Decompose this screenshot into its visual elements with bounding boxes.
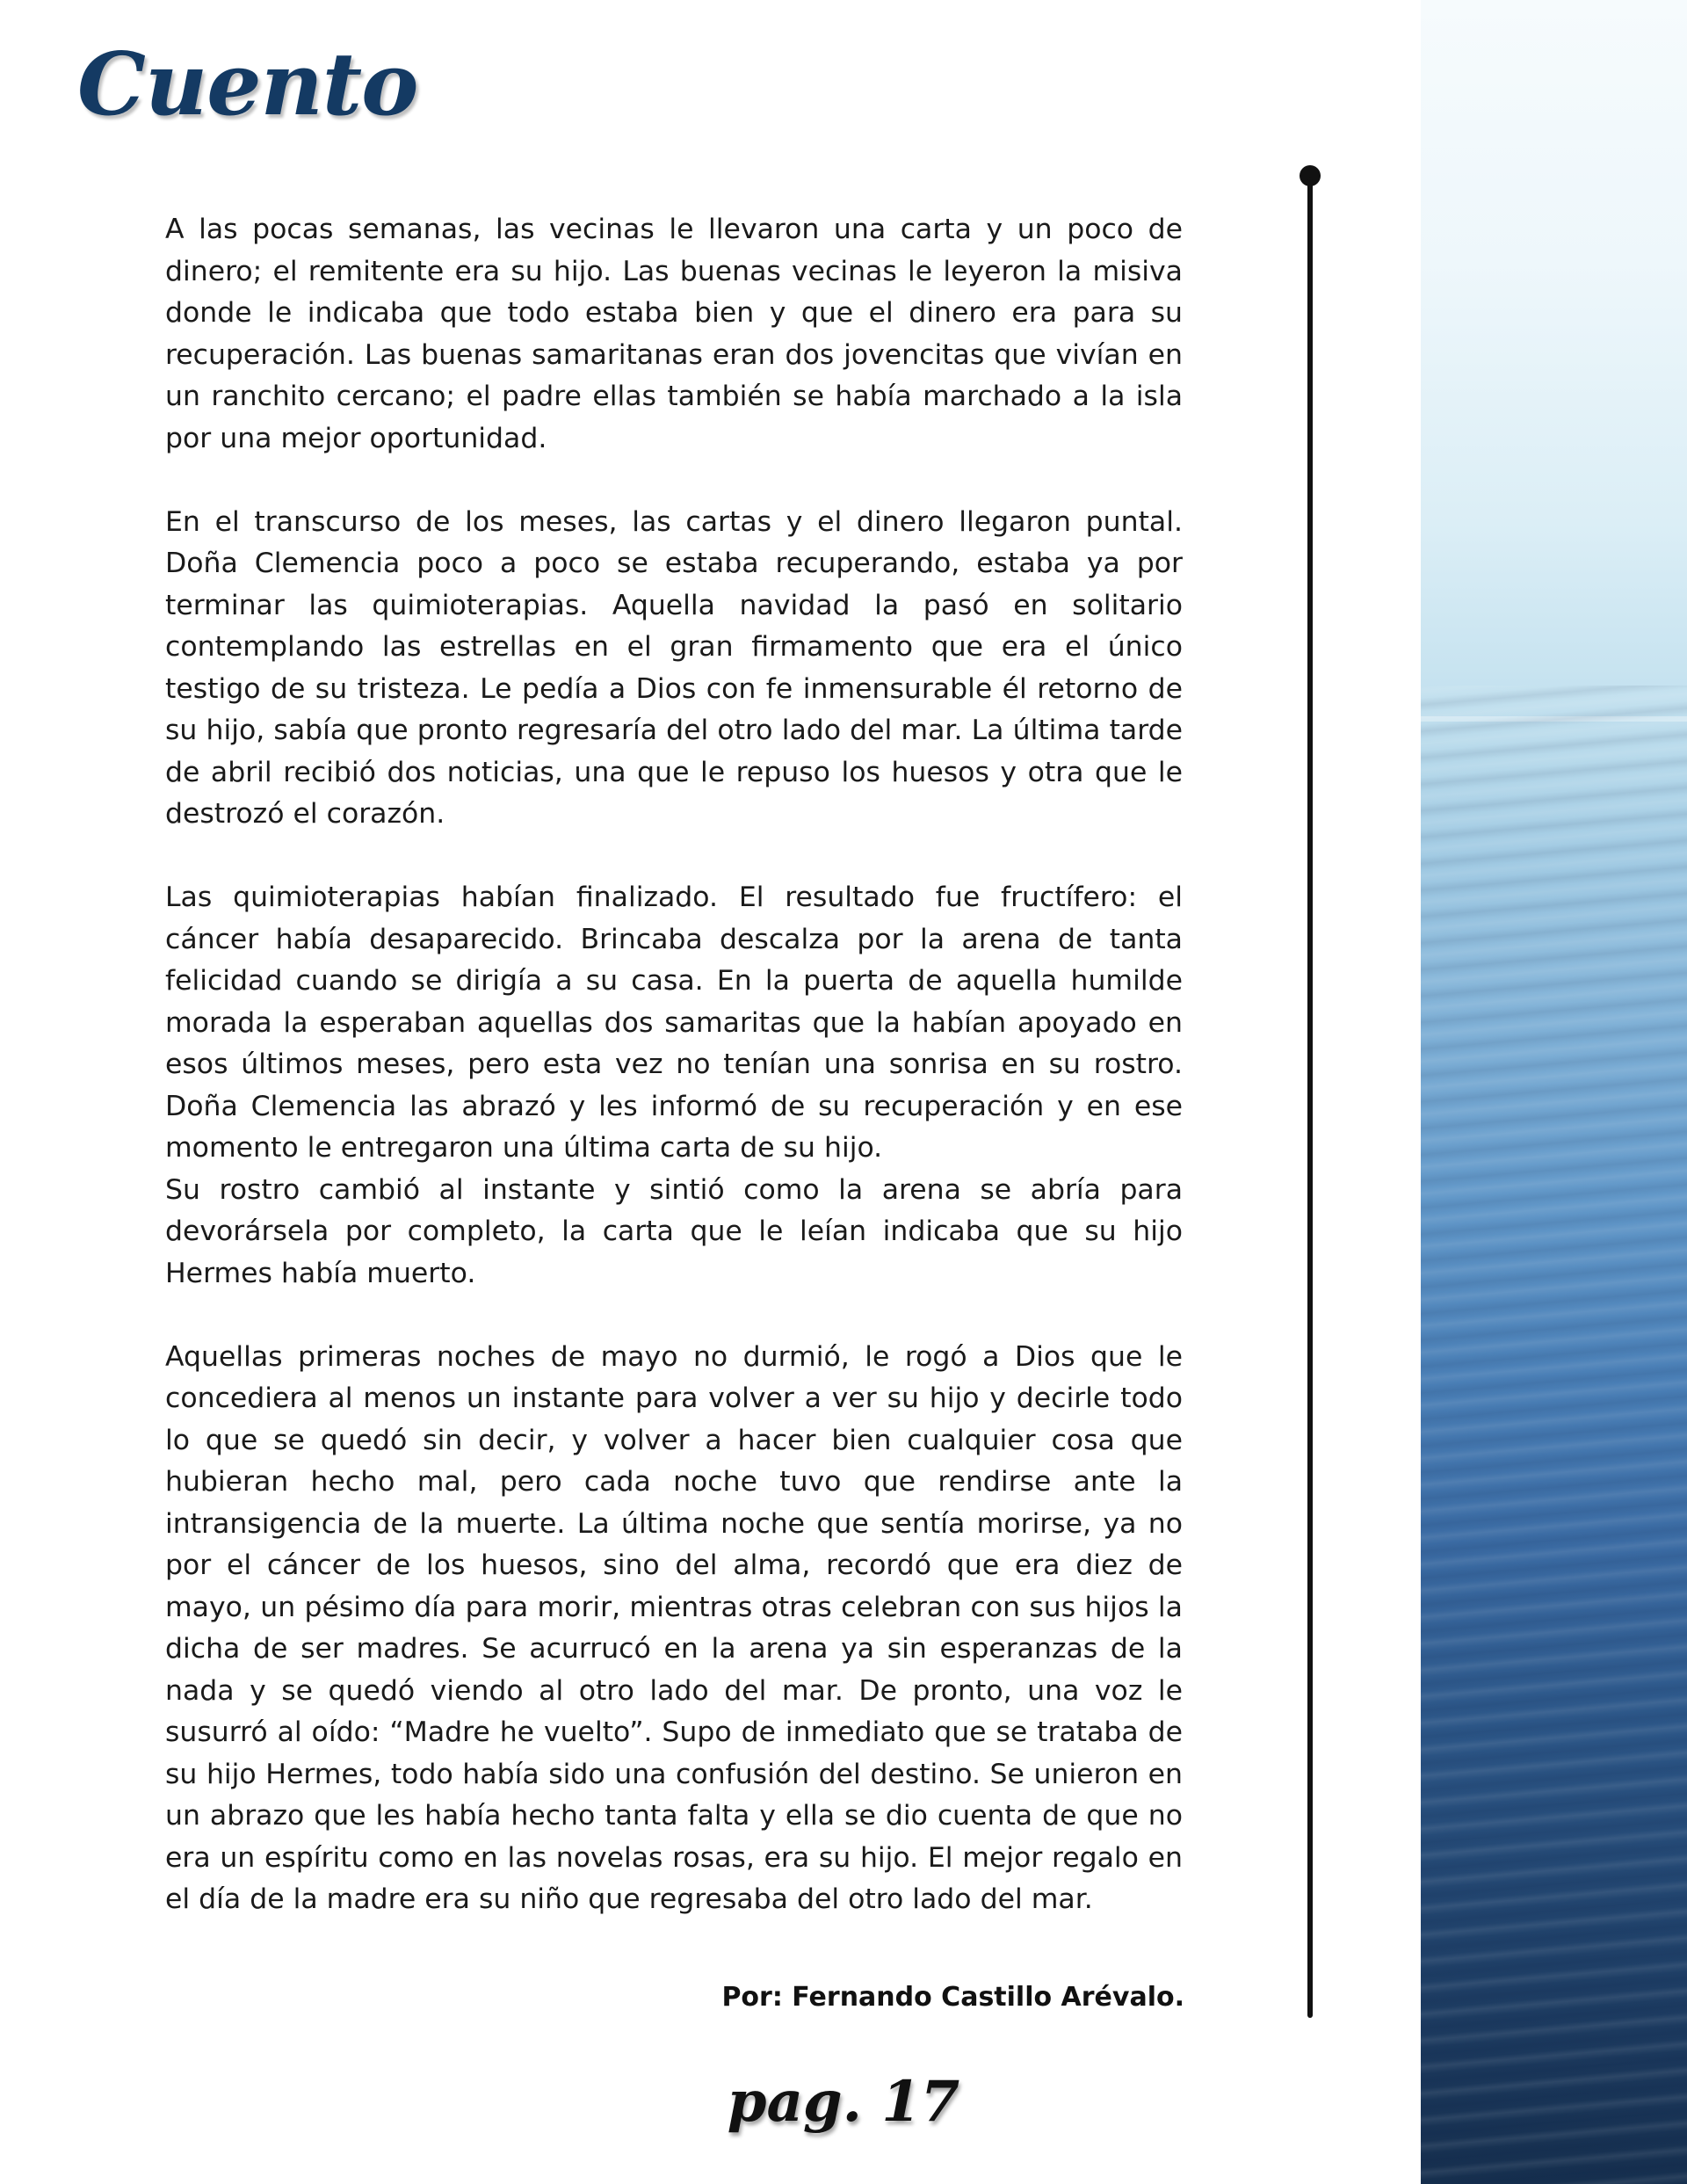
paragraph: Aquellas primeras noches de mayo no durmió, le rogó a Dios que le concediera al menos un instante para volver a ver su hijo y decirle todo lo que se quedó sin decir, y volver a hacer bien cualquier cosa que hubieran hecho mal, pero cada noche tuvo que rendirse ante la intransigencia de la muerte. La última noche que sentía morirse, ya no por el cáncer de los huesos, sino del alma, recordó que era diez de mayo, un pésimo día para morir, mientras otras celebran con sus hijos la dicha de ser madres. Se acurrucó en la arena ya sin esperanzas de la nada y se quedó viendo al otro lado del mar. De pronto, una voz le susurró al oído: “Madre he vuelto”. Supo de inmediato que se trataba de su hijo Hermes, todo había sido una confusión del destino. Se unieron en un abrazo que les había hecho tanta falta y ella se dio cuenta de que no era un espíritu como en las novelas rosas, era su hijo. El mejor regalo en el día de la madre era su niño que regresaba del otro lado del mar. [165,1340,1183,1915]
paragraph: Su rostro cambió al instante y sintió como la arena se abría para devorársela por completo, la carta que le leían indicaba que su hijo Hermes había muerto. [165,1173,1183,1289]
paragraph: En el transcurso de los meses, las cartas y el dinero llegaron puntal. Doña Clemencia poco a poco se estaba recuperando, estaba ya por terminar las quimioterapias. Aquella navidad la pasó en solitario contemplando las estrellas en el gran firmamento que era el único testigo de su tristeza. Le pedía a Dios con fe inmensurable él retorno de su hijo, sabía que pronto regresaría del otro lado del mar. La última tarde de abril recibió dos noticias, una que le repuso los huesos y otra que le destrozó el corazón. [165,505,1183,830]
sea-waves [1421,686,1687,2184]
paragraph: Las quimioterapias habían finalizado. El resultado fue fructífero: el cáncer había desaparecido. Brincaba descalza por la arena de tanta felicidad cuando se dirigía a su casa. En la puerta de aquella humilde morada la esperaban aquellas dos samaritas que la habían apoyado en esos últimos meses, pero esta vez no tenían una sonrisa en su rostro. Doña Clemencia las abrazó y les informó de su recuperación y en ese momento le entregaron una última carta de su hijo. [165,882,1183,1164]
timeline-divider [1297,165,1323,2020]
page-number: pag. 17 [727,2069,960,2135]
author-byline: Por: Fernando Castillo Arévalo. [721,1982,1184,2013]
paragraph: A las pocas semanas, las vecinas le llevaron una carta y un poco de dinero; el remitente era su hijo. Las buenas vecinas le leyeron la misiva donde le indicaba que todo estaba bien y que el dinero era para su recuperación. Las buenas samaritanas eran dos jovencitas que vivían en un ranchito cercano; el padre ellas también se había marchado a la isla por una mejor oportunidad. [165,214,1183,454]
story-body [165,209,1183,1963]
section-title: Cuento [77,34,418,135]
timeline-line [1307,178,1313,2018]
sea-photo-strip [1421,0,1687,2184]
